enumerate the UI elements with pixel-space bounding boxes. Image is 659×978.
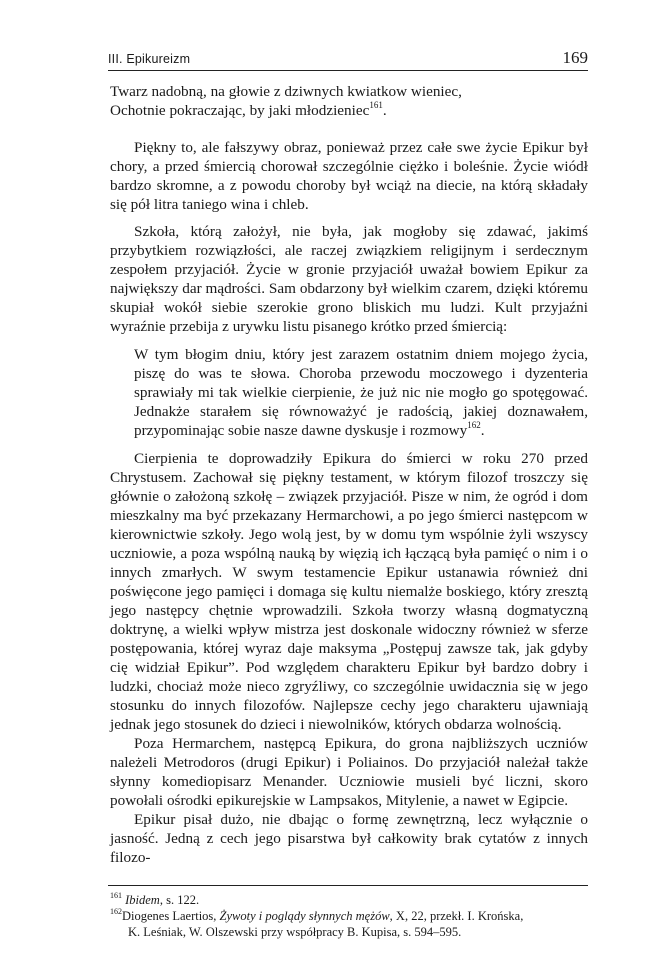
footnote: $^{161}$ Ibidem, s. 122. [110, 890, 200, 907]
footnote-ref[interactable]: 162 [467, 419, 481, 430]
paragraph: Epikur pisał dużo, nie dbając o formę zewnętrzną, lecz wyłącznie o jasność. Jedną z cech jego pisarstwa był całkowity brak cytatów z innych filozo- [110, 811, 588, 866]
chapter-title: III. Epikureizm [108, 52, 191, 66]
page-number: 169 [562, 48, 588, 67]
block-quote: W tym błogim dniu, który jest zarazem ostatnim dniem mojego życia, piszę do was te słowa. Choroba przewodu moczowego i dyzenteria sprawiały mi tak wielkie cierpienie, że już nic nie mogło go spotęgować. Jednakże starałem się równoważyć je radością, jakiej doznawałem, przypominając sobie nasze dawne dyskusje i rozmowy$^{162}$. [134, 346, 588, 439]
paragraph: Poza Hermarchem, następcą Epikura, do grona najbliższych uczniów należeli Metrodoros (drugi Epikur) i Poliainos. Do przyjaciół należał także słynny komediopisarz Menander. Uczniowie musieli być liczni, skoro powołali ośrodki epikurejskie w Lampsakos, Mitylenie, a nawet w Egipcie. [110, 735, 588, 809]
main-text [110, 82, 588, 867]
footnote-number: 161 [110, 890, 122, 900]
paragraph: Cierpienia te doprowadziły Epikura do śmierci w roku 270 przed Chrystusem. Zachował się piękny testament, w którym filozof troszczy się głównie o założoną szkołę – związek przyjaciół. Pisze w nim, że ogród i dom mieszkalny ma być przekazany Hermarchowi, a po jego śmierci następcom w kierownictwie szkoły. Jego wolą jest, by w domu tym wspólnie żyli wszyscy uczniowie, a poza wspólną nauką by więzią ich łączącą była pamięć o nim i o innych zmarłych. W swym testamencie Epikur ustanawia również dni poświęcone jego pamięci i domaga się kultu niemalże boskiego, który zresztą jego następcy chętnie wprowadzili. Szkoła tworzy własną dogmatyczną doktrynę, a wielki wpływ mistrza jest doskonale widoczny również w sferze postępowania, której wyraz daje maksyma „Postępuj zawsze tak, jak gdyby cię widział Epikur”. Pod względem charakteru Epikur był bardzo dobry i ludzki, chociaż może nieco zgryźliwy, co szczególnie uwidacznia się w jego stosunku do innych filozofów. Najlepsze cechy jego charakteru ujawniają jednak jego stosunek do dzieci i niewolników, których obdarza wolnością. [110, 450, 588, 733]
paragraph: Piękny to, ale fałszywy obraz, ponieważ przez całe swe życie Epikur był chory, a przed śmiercią chorował szczególnie ciężko i boleśnie. Życie wiódł bardzo skromne, a z powodu choroby był wciąż na diecie, na którą składały się pół litra taniego wina i chleb. [110, 139, 588, 213]
verse-quotation [110, 82, 588, 120]
footnote: $^{162}$Diogenes Laertios, Żywoty i poglądy słynnych mężów, X, 22, przekł. I. Krońska, K. Leśniak, W. Olszewski przy współpracy B. Kupisa, s. 594–595. [110, 908, 588, 940]
verse-line: Ochotnie pokraczając, by jaki młodzieniec$^{161}$. [110, 99, 387, 119]
footnote-divider [108, 885, 588, 886]
verse-line: Twarz nadobną, na głowie z dziwnych kwiatkow wieniec, [110, 83, 462, 100]
footnote-ref[interactable]: 161 [369, 99, 383, 110]
footnote-title: Żywoty i poglądy słynnych mężów [219, 909, 390, 923]
footnote-number: 162 [110, 906, 122, 916]
footnote-continuation: K. Leśniak, W. Olszewski przy współpracy B. Kupisa, s. 594–595. [128, 925, 462, 939]
running-header [108, 50, 588, 71]
footnote-title: Ibidem [125, 893, 160, 907]
footnotes [110, 892, 588, 940]
paragraph: Szkoła, którą założył, nie była, jak mogłoby się zdawać, jakimś przybytkiem rozwiązłości, ale raczej związkiem religijnym i serdecznym zespołem przyjaciół. Życie w gronie przyjaciół uważał bowiem Epikur za największy dar mądrości. Sam obdarzony był wielkim czarem, dzięki któremu skupiał wokół siebie szerokie grono bliskich mu ludzi. Kult przyjaźni wyraźnie przebija z urywku listu pisanego krótko przed śmiercią: [110, 223, 588, 335]
